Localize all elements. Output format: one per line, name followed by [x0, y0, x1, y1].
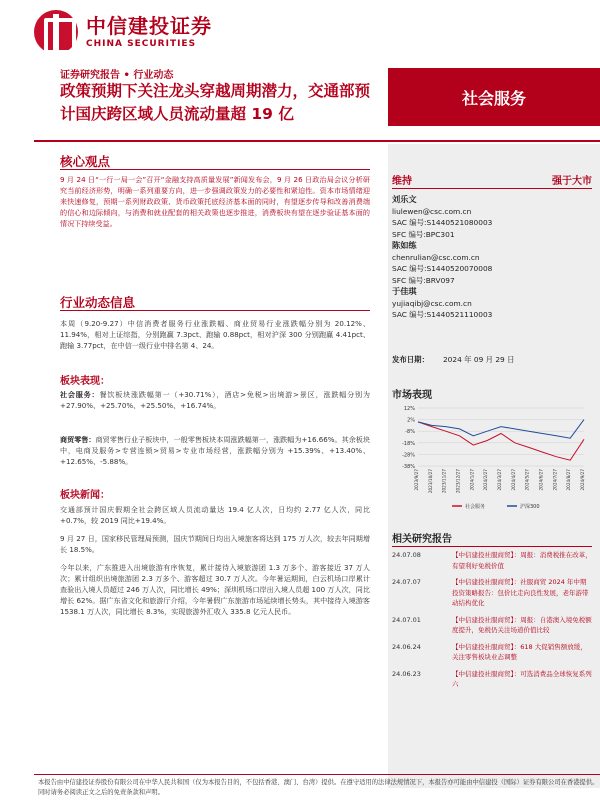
related-item[interactable] [392, 642, 592, 663]
logo-chinese: 中信建投证券 [86, 14, 212, 38]
analyst-sfc: SFC 编号:BRV097 [392, 275, 455, 285]
dynamics-underline [60, 310, 370, 311]
social-service-text: 餐饮板块涨跌幅第一（+30.71%），酒店>免税>出境游>景区，涨跌幅分别为 +27.90%、+25.70%、+25.50%、+16.74%。 [60, 390, 370, 411]
logo-mark-icon [34, 10, 78, 54]
chart-x-tick-label: 2024/4/27 [510, 469, 516, 491]
market-chart [392, 402, 592, 514]
logo-english: CHINA SECURITIES [86, 39, 197, 49]
publish-date-label: 发布日期： [392, 355, 429, 364]
rating-action: 维持 [392, 176, 412, 187]
related-date: 24.07.07 [392, 578, 421, 586]
analyst-email[interactable]: yujiaqibj@csc.com.cn [392, 298, 472, 308]
market-performance-title: 市场表现 [392, 390, 432, 401]
related-text[interactable]: 【中信建投社服商贸】：可选消费品全球恢复系列六 [452, 669, 592, 688]
header-divider [34, 140, 600, 142]
chart-x-tick-label: 2023/10/27 [427, 469, 433, 494]
core-view-text: 9 月 24 日“一行一局一会”召开“金融支持高质量发展”新闻发布会，9 月 26 日政治局会议分析研究当前经济形势，明确一系列重要方向，进一步强调政策发力的必要性和紧迫性。资本市场情绪迎来快速修复，预期一系列财政政策、货币政策托底经济基本面的同时，有望逐步传导和改善消费端的信心和边际倾向，与消费和就业配套的相关政策也逐步推进，消费板块有望在逐步验证基本面的情况下持续受益。 [60, 175, 370, 229]
retail-text: 商贸零售行业子板块中，一般零售板块本周涨跌幅第一，涨跌幅为+16.66%。其余板块中，电商及服务>专营连锁>贸易>专业市场经营，涨跌幅分别为 +15.39%、+13.40%、+12.65%、-5.88%。 [60, 435, 370, 467]
related-item[interactable] [392, 615, 592, 636]
related-text[interactable]: 【中信建投社服商贸】：周报：自港澳入境免税额度提升，免税仍关注场道价值比较 [452, 615, 592, 634]
publish-date-row [392, 354, 515, 365]
chart-x-tick-label: 2023/9/27 [414, 469, 419, 491]
chart-x-tick-label: 2024/5/27 [524, 469, 530, 491]
chart-x-tick-label: 2024/2/27 [483, 469, 489, 491]
chart-y-tick-label: -28% [402, 452, 415, 459]
rating-divider [392, 188, 592, 189]
news-item: 今年以来，广东推进入出境旅游有序恢复，累计接待入境旅游团 1.3 万多个、游客接近 37 万人次；累计组织出境旅游团 2.3 万多个、游客超过 30.7 万人次。今年暑运期间，白云机场口岸累计查验出入境人员超过 246 万人次，同比增长 49%；深圳机场口岸出入境人员超 100 万人次，同比增长 62%。据广东省文化和旅游厅介绍，今年暑假广东旅游市场延续增长势头，其中接待入境游客 1538.1 万人次，同比增长 8.3%，实现旅游外汇收入 335.8 亿元人民币。 [60, 563, 370, 617]
report-headline: 政策预期下关注龙头穿越周期潜力，交通部预计国庆跨区域人员流动量超 19 亿 [60, 82, 371, 123]
chart-x-tick-label: 2024/6/27 [538, 469, 544, 491]
core-view-underline [60, 169, 370, 170]
analyst-name: 陈如练 [392, 240, 417, 250]
chart-series-line [418, 420, 584, 439]
chart-x-tick-label: 2023/12/27 [455, 469, 461, 494]
board-news-title: 板块新闻： [60, 490, 110, 501]
chart-y-tick-label: -8% [405, 429, 415, 436]
analyst-block [392, 240, 592, 286]
analyst-sac: SAC 编号:S1440521110003 [392, 310, 493, 319]
retail-paragraph [60, 434, 370, 467]
analyst-email[interactable]: chenrulian@csc.com.cn [392, 252, 480, 262]
related-research-title: 相关研究报告 [392, 534, 452, 545]
chart-x-tick-label: 2024/7/27 [552, 469, 558, 491]
chart-x-tick-label: 2024/8/27 [566, 469, 572, 491]
sector-banner: 社会服务 [388, 68, 600, 126]
chart-x-tick-label: 2024/9/27 [580, 469, 585, 491]
related-item[interactable] [392, 550, 592, 571]
related-divider [392, 546, 592, 547]
related-research-list [392, 550, 592, 696]
footer-disclaimer: 本报告由中信建投证券股份有限公司在中华人民共和国（仅为本报告目的，不包括香港、澳门、台湾）提供。在遵守适用的法律法规情况下，本报告亦可能由中信建投（国际）证券有限公司在香港提供。同时请务必阅读正文之后的免责条款和声明。 [38, 779, 599, 796]
board-performance-title: 板块表现： [60, 376, 110, 387]
chart-y-tick-label: -38% [402, 464, 415, 470]
analyst-block [392, 286, 592, 321]
analyst-sac: SAC 编号:S1440520070008 [392, 264, 493, 273]
chart-x-tick-label: 2024/1/27 [469, 469, 475, 491]
news-item: 9 月 27 日，国家移民管理局预测，国庆节期间日均出入境旅客将达到 175 万人次，较去年同期增长 18.5%。 [60, 534, 370, 555]
footer-divider [34, 774, 600, 775]
market-chart-svg [392, 402, 592, 514]
related-date: 24.06.24 [392, 642, 421, 651]
related-text[interactable]: 【中信建投社服商贸】：618 大促销售额放缓，关注零售板块业态调整 [452, 642, 587, 661]
rating-value: 强于大市 [552, 176, 592, 187]
news-item: 交通部预计国庆假期全社会跨区域人员流动量达 19.4 亿人次，日均约 2.77 亿人次，同比+0.7%，较 2019 同比+19.4%。 [60, 505, 370, 526]
chart-legend-label: 沪深300 [520, 504, 540, 510]
analyst-sfc: SFC 编号:BPC301 [392, 229, 455, 239]
related-date: 24.07.08 [392, 551, 421, 559]
analyst-block [392, 194, 592, 240]
rating-row [392, 172, 592, 187]
chart-y-tick-label: -18% [402, 440, 415, 447]
chart-y-tick-label: 12% [403, 406, 415, 412]
analyst-email[interactable]: liulewen@csc.com.cn [392, 206, 472, 216]
analyst-sac: SAC 编号:S1440521080003 [392, 218, 493, 227]
related-item[interactable] [392, 577, 592, 609]
retail-label: 商贸零售： [60, 435, 96, 444]
core-view-title: 核心观点 [60, 154, 111, 169]
related-date: 24.07.01 [392, 615, 421, 624]
chart-legend-label: 社会服务 [465, 504, 486, 510]
analyst-list [392, 194, 592, 321]
social-service-paragraph [60, 389, 370, 411]
analyst-name: 刘乐文 [392, 194, 417, 204]
related-date: 24.06.23 [392, 669, 421, 678]
brand-logo [34, 10, 212, 54]
related-item[interactable] [392, 669, 592, 690]
chart-x-tick-label: 2023/11/27 [441, 469, 447, 494]
dynamics-summary: 本周（9.20-9.27）中信消费者服务行业涨跌幅、商业贸易行业涨跌幅分别为 20.12%、11.94%，相对上证综指，分别跑赢 7.3pct、跑输 0.88pct，相对沪深 300 分别跑赢 4.41pct、跑输 3.77pct，在中信一级行业中排名第 4、24。 [60, 319, 370, 351]
related-text[interactable]: 【中信建投社服商贸】：社服商贸 2024 年中期投资策略报告：包价比走向良性发展，老年游带动结构优化 [452, 578, 589, 607]
chart-x-tick-label: 2024/3/27 [497, 469, 502, 491]
analyst-name: 于佳琪 [392, 286, 417, 296]
dynamics-title: 行业动态信息 [60, 295, 136, 310]
chart-y-tick-label: 2% [407, 417, 415, 424]
social-service-label: 社会服务： [60, 390, 100, 399]
report-type: 证券研究报告 • 行业动态 [60, 70, 174, 81]
publish-date-value: 2024 年 09 月 29 日 [442, 355, 515, 364]
related-text[interactable]: 【中信建投社服商贸】：周报：消费税推在改革，有望利好免税价值 [452, 551, 592, 570]
